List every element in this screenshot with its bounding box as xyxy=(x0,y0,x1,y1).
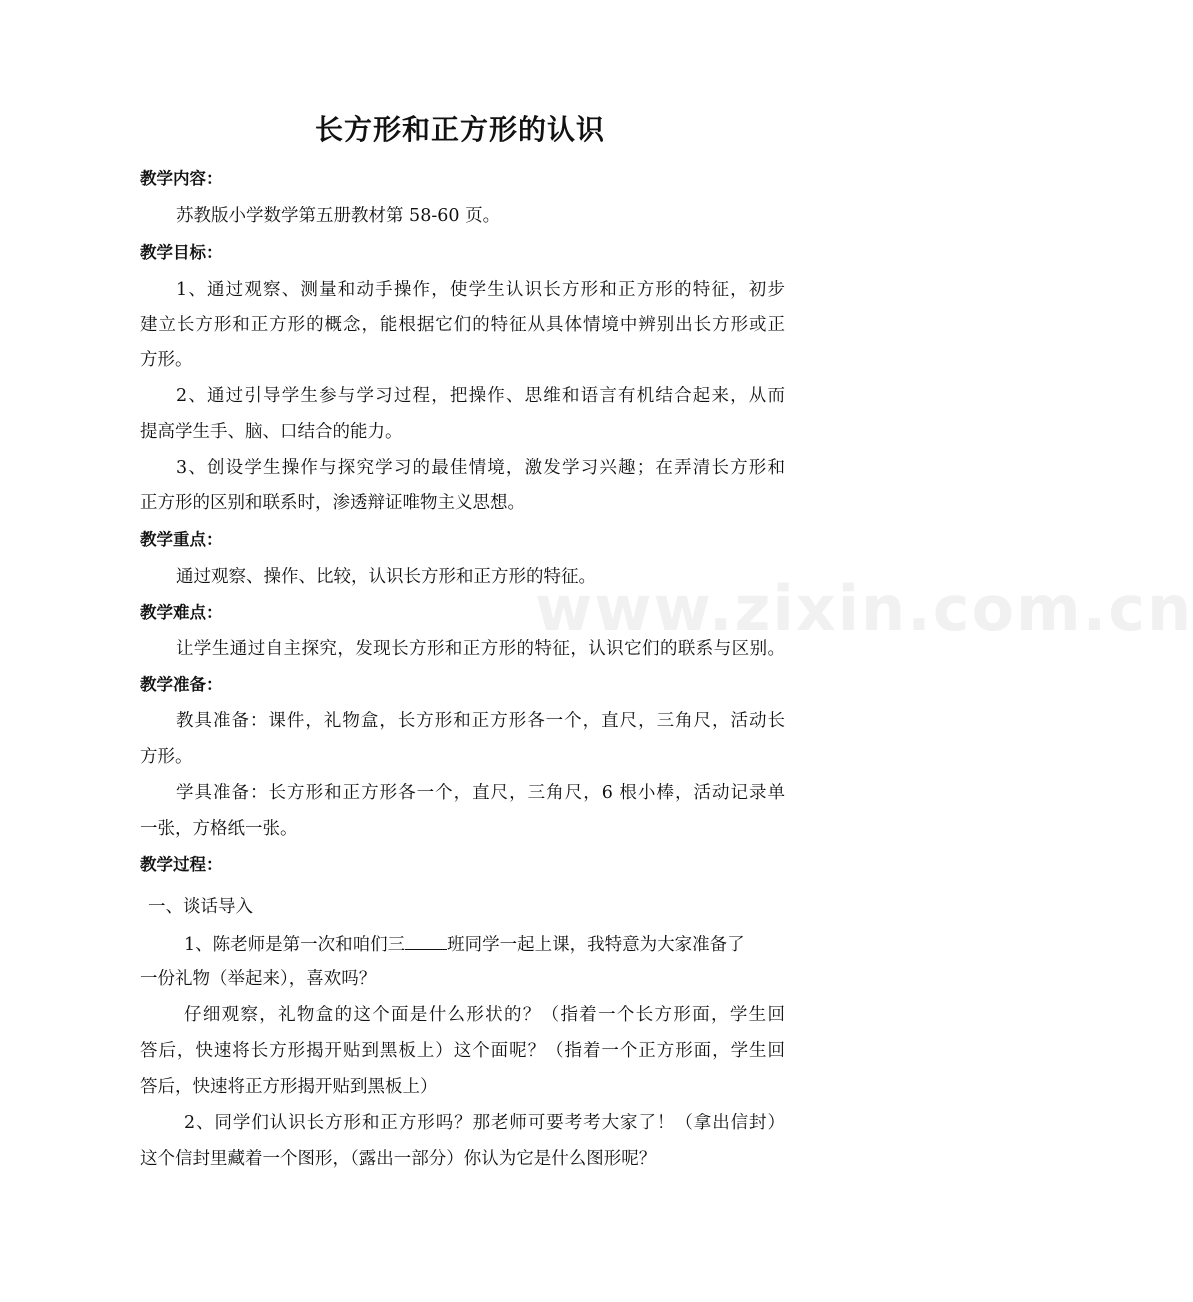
prep-teacher-line-1: 教具准备：课件，礼物盒，长方形和正方形各一个，直尺，三角尺，活动长 xyxy=(176,711,785,731)
heading-process: 教学过程： xyxy=(140,855,223,874)
content-text: 苏教版小学数学第五册教材第 58-60 页。 xyxy=(176,206,501,226)
difficulties-text: 让学生通过自主探究，发现长方形和正方形的特征，认识它们的联系与区别。 xyxy=(176,639,785,659)
prep-teacher-line-2: 方形。 xyxy=(140,747,193,767)
goal-2-line-1: 2、通过引导学生参与学习过程，把操作、思维和语言有机结合起来，从而 xyxy=(176,386,785,406)
heading-key-points: 教学重点： xyxy=(140,530,223,549)
goal-3-line-2: 正方形的区别和联系时，渗透辩证唯物主义思想。 xyxy=(140,493,525,513)
watermark: www.zixin.com.cn xyxy=(535,572,1193,645)
goal-3-line-1: 3、创设学生操作与探究学习的最佳情境，激发学习兴趣；在弄清长方形和 xyxy=(176,458,785,478)
goal-1-line-2: 建立长方形和正方形的概念，能根据它们的特征从具体情境中辨别出长方形或正 xyxy=(140,315,785,335)
heading-goals: 教学目标： xyxy=(140,243,223,262)
prep-student-line-1: 学具准备：长方形和正方形各一个，直尺，三角尺，6 根小棒，活动记录单 xyxy=(176,783,785,803)
heading-difficulties: 教学难点： xyxy=(140,603,223,622)
paragraph-3-line-2: 这个信封里藏着一个图形，（露出一部分）你认为它是什么图形呢？ xyxy=(140,1149,657,1169)
paragraph-1-line-2: 一份礼物（举起来），喜欢吗？ xyxy=(140,969,377,989)
paragraph-1-text-a: 1、陈老师是第一次和咱们三 xyxy=(184,935,406,955)
goal-1-line-1: 1、通过观察、测量和动手操作，使学生认识长方形和正方形的特征，初步 xyxy=(176,280,785,300)
paragraph-2-line-3: 答后，快速将正方形揭开贴到黑板上） xyxy=(140,1077,438,1097)
paragraph-3-line-1: 2、同学们认识长方形和正方形吗？那老师可要考考大家了！（拿出信封） xyxy=(184,1113,785,1133)
goal-2-line-2: 提高学生手、脑、口结合的能力。 xyxy=(140,422,403,442)
part-1-heading: 一、谈话导入 xyxy=(148,897,253,917)
key-points-text: 通过观察、操作、比较，认识长方形和正方形的特征。 xyxy=(176,567,596,587)
heading-content: 教学内容： xyxy=(140,169,223,188)
prep-student-line-2: 一张，方格纸一张。 xyxy=(140,819,298,839)
paragraph-1-line-1 xyxy=(140,931,785,957)
paragraph-2-line-2: 答后，快速将长方形揭开贴到黑板上）这个面呢？（指着一个正方形面，学生回 xyxy=(140,1041,785,1061)
goal-1-line-3: 方形。 xyxy=(140,350,193,370)
fill-blank xyxy=(405,931,447,950)
document-title: 长方形和正方形的认识 xyxy=(314,113,605,146)
heading-preparation: 教学准备： xyxy=(140,675,223,694)
paragraph-2-line-1: 仔细观察，礼物盒的这个面是什么形状的？（指着一个长方形面，学生回 xyxy=(184,1005,785,1025)
paragraph-1-text-b: 班同学一起上课，我特意为大家准备了 xyxy=(447,935,745,955)
